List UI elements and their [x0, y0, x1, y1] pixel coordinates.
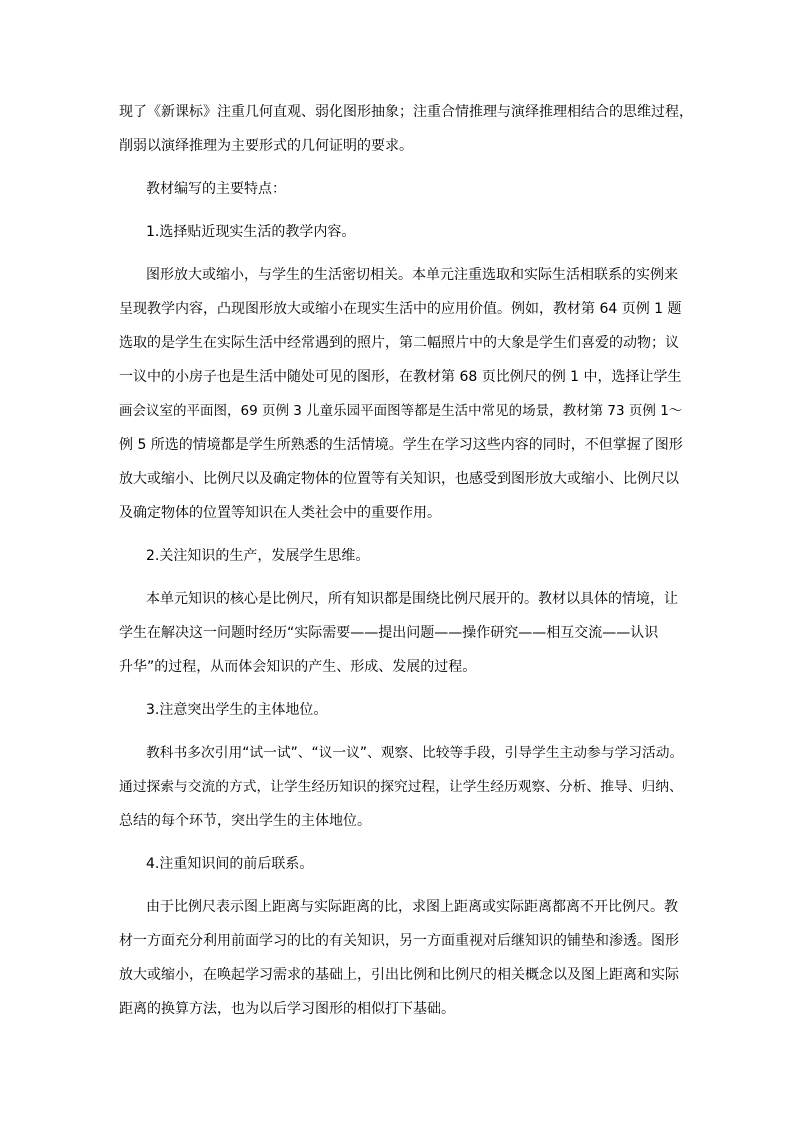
- text-line: 距离的换算方法，也为以后学习图形的相似打下基础。: [119, 1001, 455, 1017]
- text-line: 选取的是学生在实际生活中经常遇到的照片，第二幅照片中的大象是学生们喜爱的动物；议: [119, 335, 679, 351]
- text-line: 削弱以演绎推理为主要形式的几何证明的要求。: [119, 138, 413, 154]
- text-line: 放大或缩小，在唤起学习需求的基础上，引出比例和比例尺的相关概念以及图上距离和实际: [119, 967, 679, 983]
- text-line: 本单元知识的核心是比例尺，所有知识都是围绕比例尺展开的。教材以具体的情境，让: [146, 591, 678, 607]
- text-line: 总结的每个环节，突出学生的主体地位。: [119, 813, 371, 829]
- text-line: 由于比例尺表示图上距离与实际距离的比，求图上距离或实际距离都离不开比例尺。教: [146, 899, 678, 915]
- point-title: 3.注意突出学生的主体地位。: [146, 702, 328, 718]
- text-line: 学生在解决这一问题时经历“实际需要——提出问题——操作研究——相互交流——认识: [119, 625, 659, 641]
- text-line: 通过探索与交流的方式，让学生经历知识的探究过程，让学生经历观察、分析、推导、归纳、: [119, 779, 683, 795]
- point-title: 4.注重知识间的前后联系。: [146, 856, 314, 872]
- text-line: 放大或缩小、比例尺以及确定物体的位置等有关知识，也感受到图形放大或缩小、比例尺以: [119, 471, 679, 487]
- text-line: 图形放大或缩小，与学生的生活密切相关。本单元注重选取和实际生活相联系的实例来: [146, 267, 678, 283]
- text-line: 及确定物体的位置等知识在人类社会中的重要作用。: [119, 505, 441, 521]
- section-heading: 教材编写的主要特点：: [146, 181, 286, 197]
- text-line: 升华”的过程，从而体会知识的产生、形成、发展的过程。: [119, 659, 477, 675]
- text-line: 一议中的小房子也是生活中随处可见的图形，在教材第 68 页比例尺的例 1 中，选择让学生: [119, 369, 682, 385]
- point-title: 1.选择贴近现实生活的教学内容。: [146, 224, 356, 240]
- point-title: 2.关注知识的生产，发展学生思维。: [146, 548, 370, 564]
- text-line: 例 5 所选的情境都是学生所熟悉的生活情境。学生在学习这些内容的同时，不但掌握了图形: [119, 437, 683, 453]
- text-line: 教科书多次引用“试一试”、“议一议”、观察、比较等手段，引导学生主动参与学习活动。: [146, 745, 684, 761]
- text-line: 画会议室的平面图，69 页例 3 儿童乐园平面图等都是生活中常见的场景，教材第 73 页例 1～: [119, 403, 683, 419]
- text-line: 呈现教学内容，凸现图形放大或缩小在现实生活中的应用价值。例如，教材第 64 页例 1 题: [119, 301, 682, 317]
- text-line: 现了《新课标》注重几何直观、弱化图形抽象；注重合情推理与演绎推理相结合的思维过程，: [119, 104, 693, 120]
- text-line: 材一方面充分利用前面学习的比的有关知识，另一方面重视对后继知识的铺垫和渗透。图形: [119, 933, 679, 949]
